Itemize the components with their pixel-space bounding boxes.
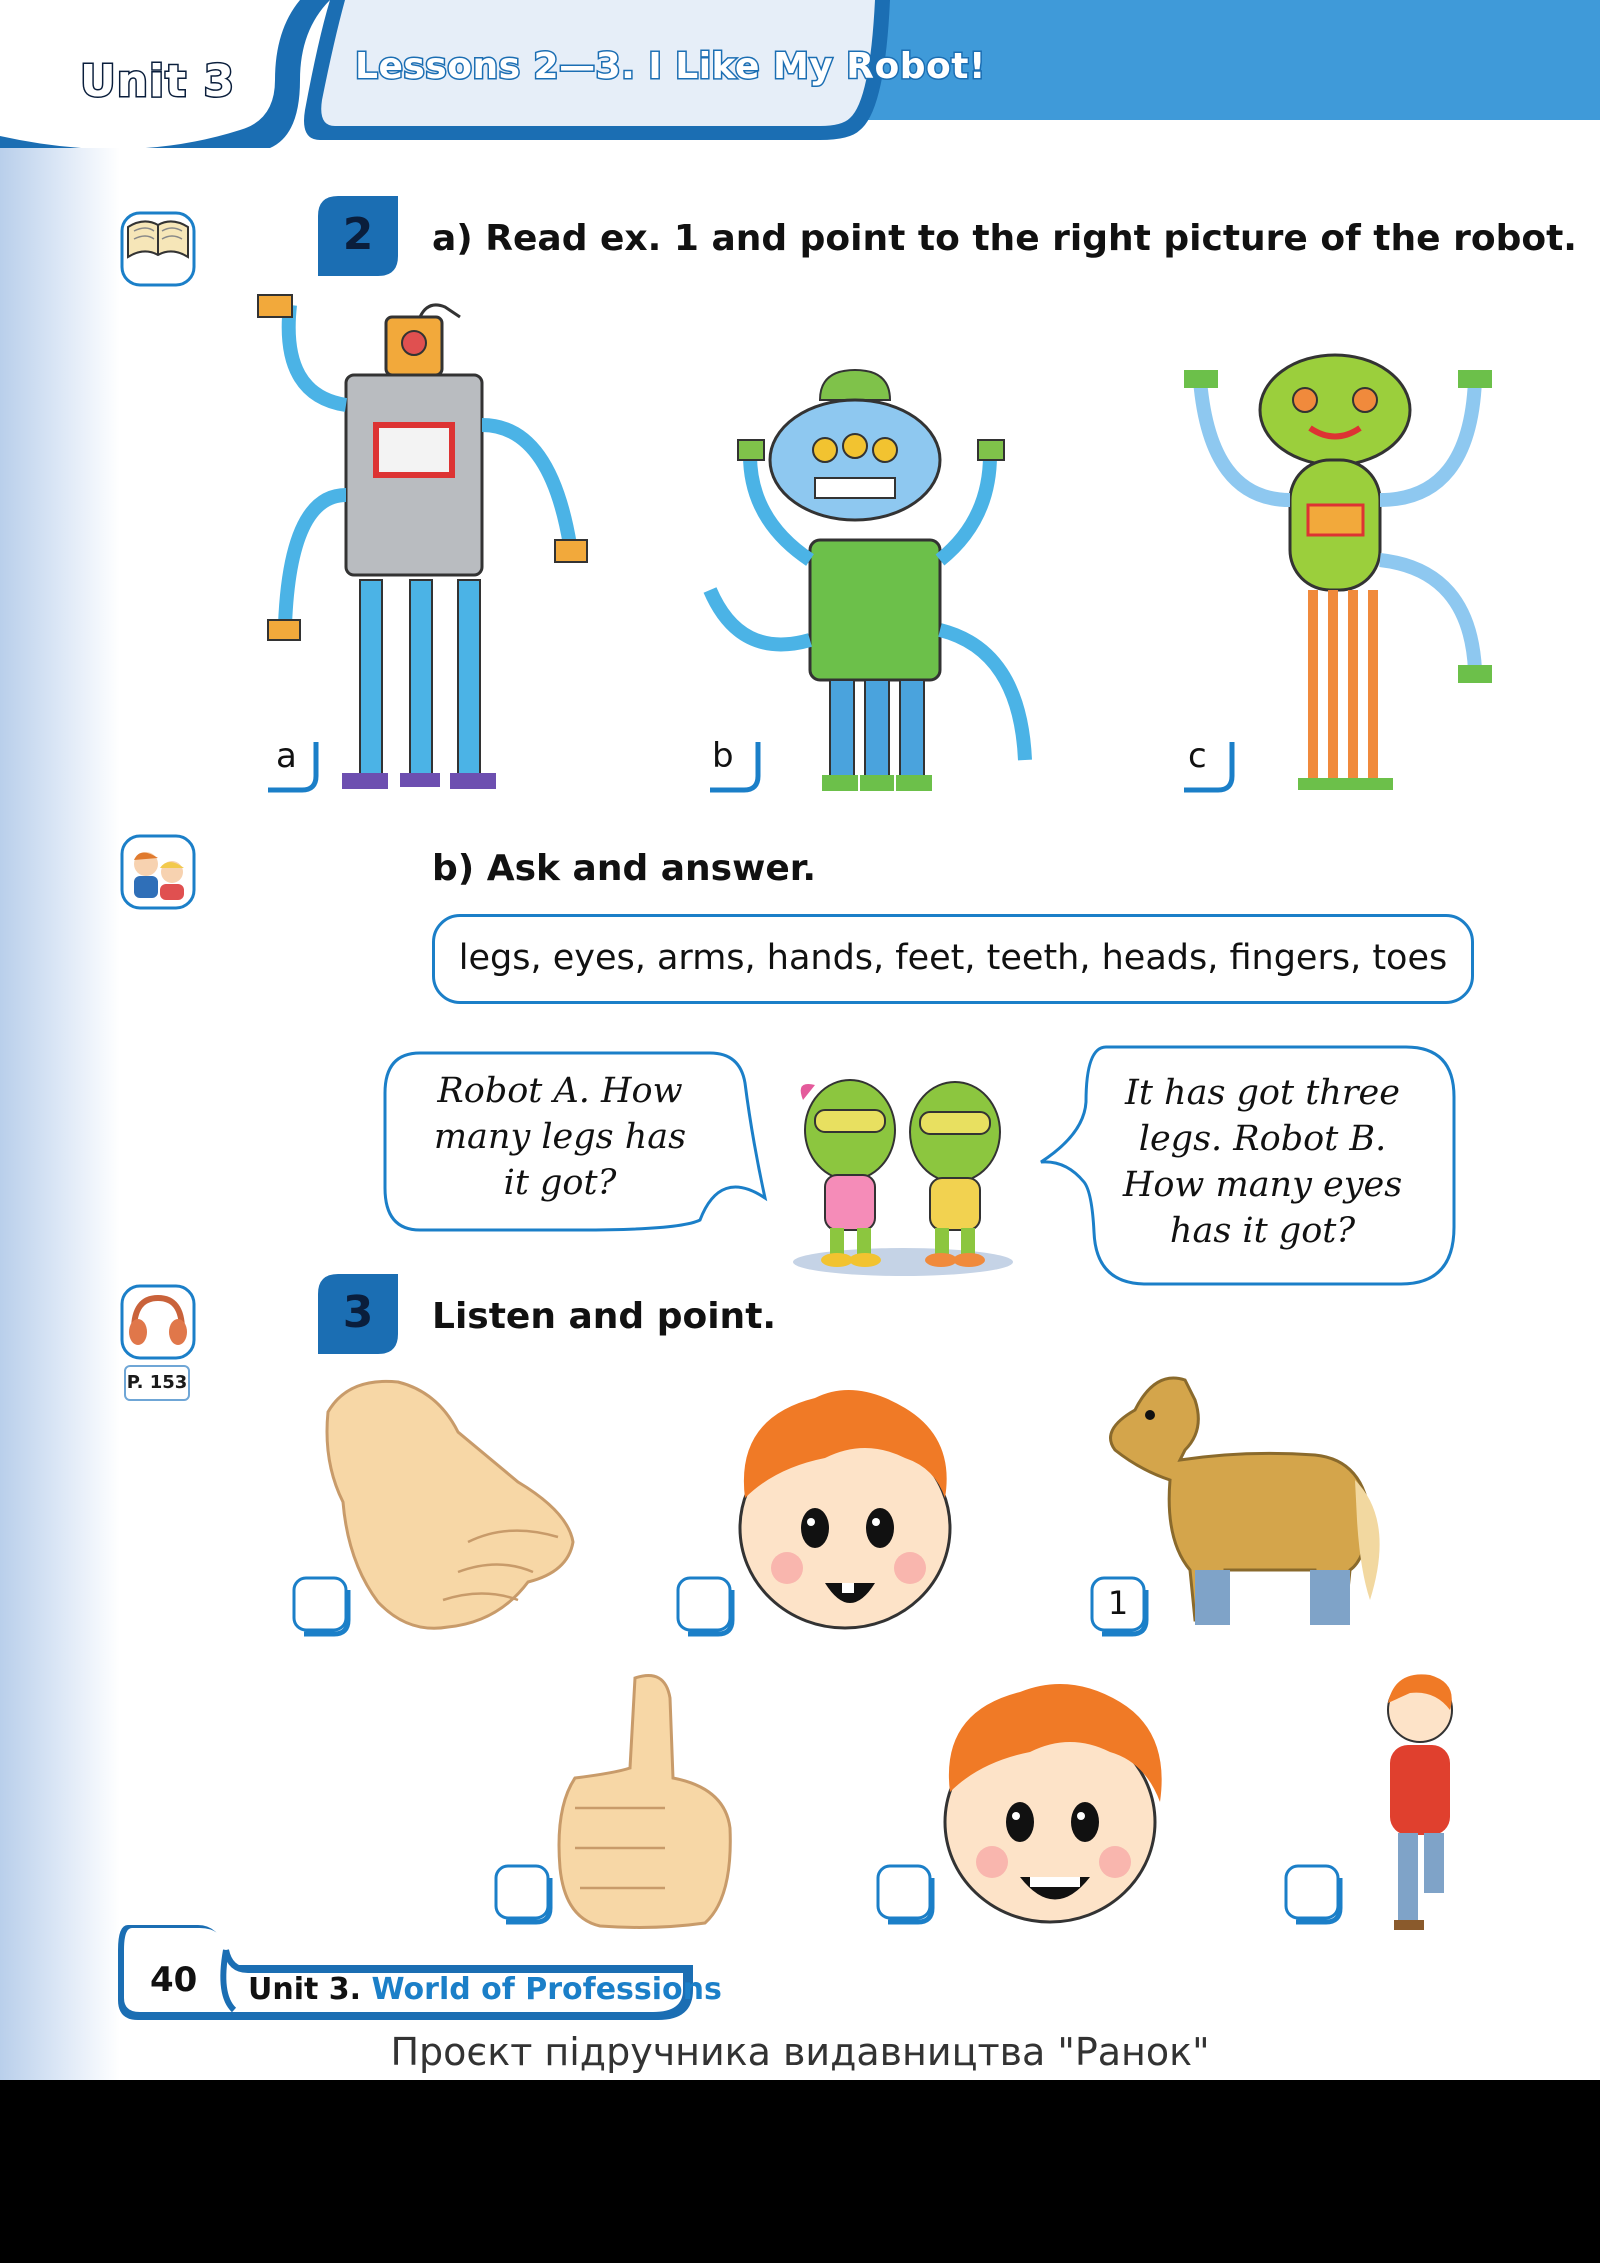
speech-right-line: How many eyes [1122,1165,1403,1205]
headphones-icon [118,1278,198,1362]
left-margin-gradient [0,0,120,2080]
boy-face-teeth-picture[interactable] [920,1672,1180,1932]
footer-unit-title [248,1972,722,2007]
boy-standing-picture[interactable] [1350,1665,1490,1935]
publisher-credit: Проєкт підручника видавництва "Ранок" [390,2030,1210,2074]
page-number: 40 [150,1960,198,2000]
unit-title: Unit 3 [80,56,236,107]
robot-a-letter: a [276,736,297,776]
thumbs-up-picture[interactable] [555,1668,735,1933]
footer-unit-prefix: Unit 3. [248,1972,362,2007]
speech-right-line: legs. Robot B. [1138,1119,1387,1159]
boy-face-one-tooth-picture[interactable] [705,1378,965,1633]
exercise-2b-instruction: b) Ask and answer. [432,848,817,889]
speech-left-line: many legs has [433,1117,687,1157]
answer-box-face-1[interactable] [676,1576,736,1636]
answer-box-standing-boy[interactable] [1284,1864,1344,1924]
robot-a-picture[interactable] [250,295,590,800]
word-bank: legs, eyes, arms, hands, feet, teeth, heads, fingers, toes [432,914,1474,1004]
lessons-title: Lessons 2—3. I Like My Robot! [355,46,986,87]
children-talking-icon [118,828,198,912]
robot-c-letter: c [1188,736,1207,776]
speech-right-line: has it got? [1169,1211,1356,1251]
speech-right-text [1090,1070,1435,1254]
answer-horse-number: 1 [1107,1584,1129,1622]
book-icon [118,205,198,289]
speech-right-line: It has got three [1125,1073,1400,1113]
answer-box-hand[interactable] [292,1576,352,1636]
aliens-illustration [775,1040,1030,1280]
robot-c-picture[interactable] [1170,340,1500,800]
speech-left-line: it got? [503,1163,617,1203]
footer-unit-name: World of Professions [371,1972,722,2007]
answer-box-face-2[interactable] [876,1864,936,1924]
exercise-2-number: 2 [342,209,374,260]
speech-left-text [390,1068,730,1206]
exercise-3-number: 3 [342,1287,374,1338]
speech-left-line: Robot A. How [437,1071,683,1111]
answer-box-thumbs-up[interactable] [494,1864,554,1924]
exercise-3-instruction: Listen and point. [432,1296,777,1337]
hand-picture[interactable] [318,1372,578,1637]
robot-b-letter: b [712,736,734,776]
page-reference-label: P. 153 [124,1365,190,1401]
exercise-2a-instruction: a) Read ex. 1 and point to the right picture of the robot. [432,218,1577,259]
